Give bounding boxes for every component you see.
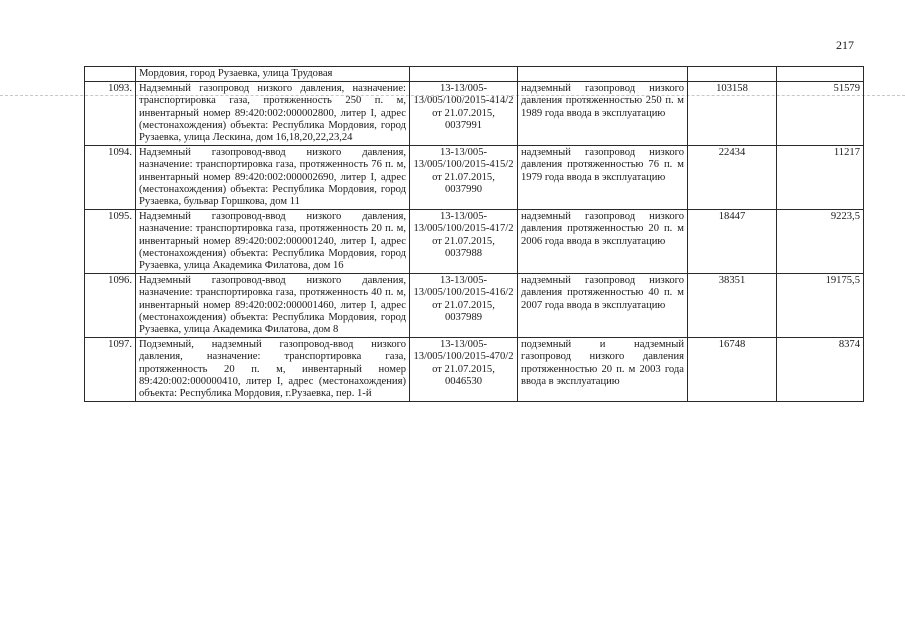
technical-description: надземный газопровод низкого давления протяженностью 20 п. м 2006 года ввода в эксплуатацию <box>518 210 688 274</box>
object-description: Надземный газопровод низкого давления, назначение: транспортировка газа, протяженность 250 п. м, инвентарный номер 89:420:002:000002800, литер I, адрес (местонахождения) объекта: Республика Мордовия, город Рузаевка, улица Лескина, дом 16,18,20,22,23,24 <box>136 82 410 146</box>
table-row <box>85 338 864 402</box>
table-row <box>85 82 864 146</box>
page-number: 217 <box>836 38 854 52</box>
balance-value: 103158 <box>688 82 777 146</box>
object-description: Надземный газопровод-ввод низкого давления, назначение: транспортировка газа, протяженность 20 п. м, инвентарный номер 89:420:002:000001240, литер I, адрес (местонахождения) объекта: Республика Мордовия, город Рузаевка, улица Академика Филатова, дом 16 <box>136 210 410 274</box>
continuation-description-cell <box>518 67 688 82</box>
row-number: 1097. <box>85 338 136 402</box>
registration-record: 13-13/005-13/005/100/2015-417/2 от 21.07.2015, 0037988 <box>410 210 518 274</box>
technical-description: надземный газопровод низкого давления протяженностью 250 п. м 1989 года ввода в эксплуатацию <box>518 82 688 146</box>
row-number: 1096. <box>85 274 136 338</box>
balance-value: 38351 <box>688 274 777 338</box>
continuation-residual-cell <box>777 67 864 82</box>
continuation-balance-cell <box>688 67 777 82</box>
balance-value: 16748 <box>688 338 777 402</box>
technical-description: надземный газопровод низкого давления протяженностью 76 п. м 1979 года ввода в эксплуатацию <box>518 146 688 210</box>
residual-value: 19175,5 <box>777 274 864 338</box>
technical-description: надземный газопровод низкого давления протяженностью 40 п. м 2007 года ввода в эксплуатацию <box>518 274 688 338</box>
row-number: 1095. <box>85 210 136 274</box>
balance-value: 18447 <box>688 210 777 274</box>
row-number: 1094. <box>85 146 136 210</box>
residual-value: 11217 <box>777 146 864 210</box>
registration-record: 13-13/005-13/005/100/2015-414/2 от 21.07.2015, 0037991 <box>410 82 518 146</box>
continuation-num-cell <box>85 67 136 82</box>
table-row <box>85 146 864 210</box>
residual-value: 8374 <box>777 338 864 402</box>
row-number: 1093. <box>85 82 136 146</box>
property-registry-table <box>84 66 864 402</box>
residual-value: 51579 <box>777 82 864 146</box>
technical-description: подземный и надземный газопровод низкого давления протяженностью 20 п. м 2003 года ввода в эксплуатацию <box>518 338 688 402</box>
balance-value: 22434 <box>688 146 777 210</box>
object-description: Надземный газопровод-ввод низкого давления, назначение: транспортировка газа, протяженность 76 п. м, инвентарный номер 89:420:002:000002690, литер I, адрес (местонахождения) объекта: Республика Мордовия, город Рузаевка, бульвар Горшкова, дом 11 <box>136 146 410 210</box>
object-description: Надземный газопровод-ввод низкого давления, назначение: транспортировка газа, протяженность 40 п. м, инвентарный номер 89:420:002:000001460, литер I, адрес (местонахождения) объекта: Республика Мордовия, город Рузаевка, улица Академика Филатова, дом 8 <box>136 274 410 338</box>
table-row <box>85 274 864 338</box>
continuation-row <box>85 67 864 82</box>
residual-value: 9223,5 <box>777 210 864 274</box>
object-description: Подземный, надземный газопровод-ввод низкого давления, назначение: транспортировка газа, протяженность 20 п. м, инвентарный номер 89:420:002:000000410, литер I, адрес (местонахождения) объекта: Республика Мордовия, г.Рузаевка, пер. 1-й <box>136 338 410 402</box>
registration-record: 13-13/005-13/005/100/2015-416/2 от 21.07.2015, 0037989 <box>410 274 518 338</box>
table-row <box>85 210 864 274</box>
registration-record: 13-13/005-13/005/100/2015-470/2 от 21.07.2015, 0046530 <box>410 338 518 402</box>
continuation-registration-cell <box>410 67 518 82</box>
registration-record: 13-13/005-13/005/100/2015-415/2 от 21.07.2015, 0037990 <box>410 146 518 210</box>
continuation-object-cell: Мордовия, город Рузаевка, улица Трудовая <box>136 67 410 82</box>
